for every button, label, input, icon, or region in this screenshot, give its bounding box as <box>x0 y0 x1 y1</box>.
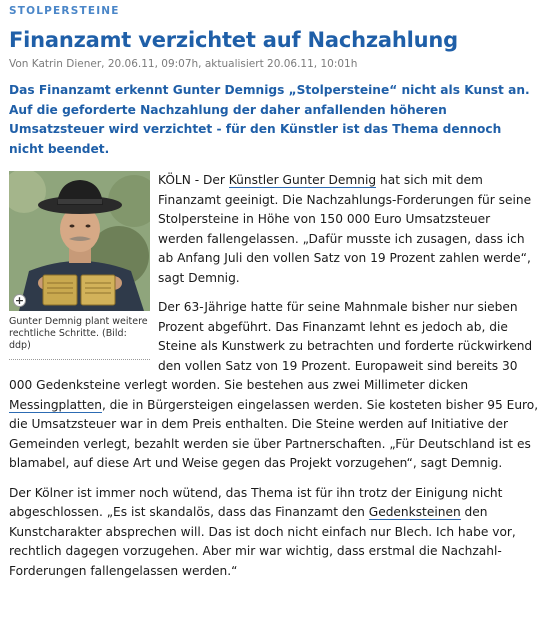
photo-caption: Gunter Demnig plant weitere rechtliche Schritte. (Bild: ddp) <box>9 316 148 351</box>
article-figure <box>9 171 150 360</box>
article-kicker: STOLPERSTEINE <box>9 5 120 17</box>
paragraph-2-post: , die in Bürgersteigen eingelassen werden. Sie kosteten bisher 95 Euro, die Umsatzsteuer war in dem Preis enthalten. Die Steine werden auf Initiative der Gemeinden verlegt, bezahlt werden sie über Partnerschaften. „Für Deutschland ist es blamabel, auf diese Art und Weise gegen das Projekt vorzugehen“, sagt Demnig. <box>9 397 539 470</box>
paragraph-3-post: den Kunstcharakter absprechen will. Das ist doch nicht einfach nur Blech. Ich habe vor, rechtlich dagegen vorzugehen. Aber mir war wichtig, dass erstmal die Nachzahl-Forderungen fallengelassen werden.“ <box>9 505 516 578</box>
photo-illustration <box>9 171 150 311</box>
article-headline: Finanzamt verzichtet auf Nachzahlung <box>9 28 458 52</box>
article-lead: Das Finanzamt erkennt Gunter Demnigs „Stolpersteine“ nicht als Kunst an. Auf die geforderte Nachzahlung der daher anfallenden höheren Umsatzsteuer wird verzichtet - für den Künstler ist das Thema dennoch nicht beendet. <box>9 83 530 156</box>
plus-icon[interactable]: + <box>14 294 25 307</box>
paragraph-3 <box>9 484 539 582</box>
paragraph-3-pre: Der Kölner ist immer noch wütend, das Thema ist für ihn trotz der Einigung nicht abgeschlossen. „Es ist skandalös, dass das Finanzamt den <box>9 485 503 519</box>
caption-divider <box>9 359 150 360</box>
dateline: KÖLN - <box>158 173 203 187</box>
paragraph-2-pre: Der 63-Jährige hatte für seine Mahnmale bisher nur sieben Prozent abgeführt. Das Finanzamt lehnt es jedoch ab, die Steine als Kunstwerk zu betrachten und forderte rückwirkend den vollen Satz von 19 Prozent. Europaweit sind bereits 30 000 Gedenksteine verlegt worden. Sie bestehen aus zwei Millimeter dicken <box>9 300 533 392</box>
article <box>9 0 539 591</box>
link-kuenstler-gunter-demnig[interactable]: Künstler Gunter Demnig <box>228 173 377 187</box>
paragraph-1-pre: Der <box>202 173 229 187</box>
article-body <box>9 171 539 581</box>
link-messingplatten[interactable]: Messingplatten <box>9 397 102 412</box>
link-gedenksteinen[interactable]: Gedenksteinen <box>368 505 461 519</box>
paragraph-1-post: hat sich mit dem Finanzamt geeinigt. Die Nachzahlungs-Forderungen für seine Stolpersteine in Höhe von 150 000 Euro Umsatzsteuer werden fallengelassen. „Dafür musste ich zusagen, dass ich ab Anfang Juli den vollen Satz von 19 Prozent zahlen werde“, sagt Demnig. <box>158 173 532 285</box>
article-byline: Von Katrin Diener, 20.06.11, 09:07h, aktualisiert 20.06.11, 10:01h <box>9 58 358 70</box>
article-photo[interactable] <box>9 171 150 311</box>
